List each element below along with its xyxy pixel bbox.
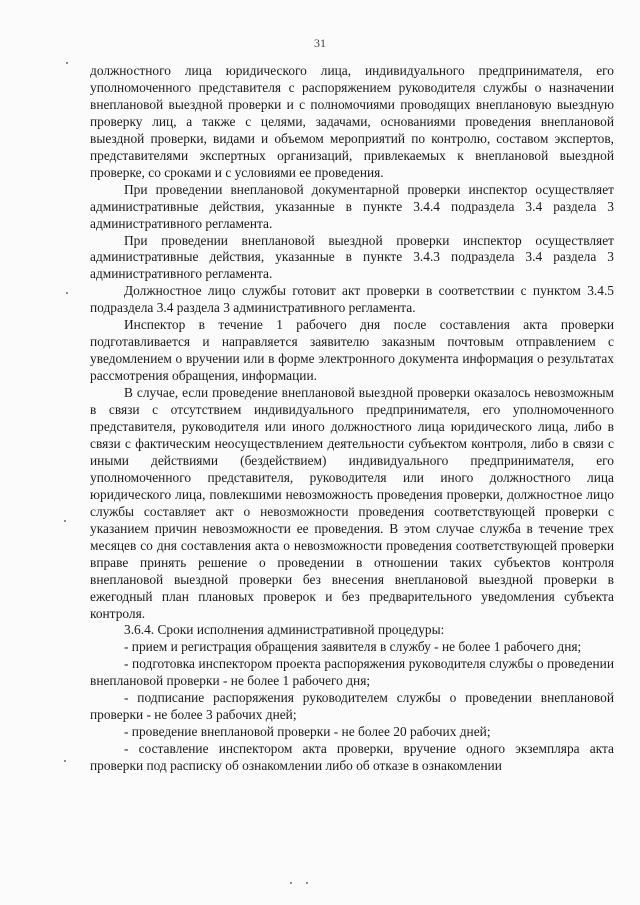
paragraph-inspection-act: Должностное лицо службы готовит акт проверки в соответствии с пунктом 3.4.5 подраздела 3.4 раздела 3 административного регламента. xyxy=(90,283,614,316)
body-text xyxy=(90,63,614,775)
scan-speck xyxy=(290,882,292,884)
list-item-registration: - прием и регистрация обращения заявителя в службу - не более 1 рабочего дня; xyxy=(124,639,582,655)
paragraph-inspector-notice: Инспектор в течение 1 рабочего дня после составления акта проверки подготавливается и направляется заявителю заказным почтовым отправлением с уведомлением о вручении или в форме электронного документа информация о результатах рассмотрения обращения, информации. xyxy=(90,317,614,384)
list-item-order-signing: - подписание распоряжения руководителем службы о проведении внеплановой проверки - не более 3 рабочих дней; xyxy=(90,690,614,723)
scan-speck xyxy=(64,760,66,762)
list-item-act-delivery: - составление инспектором акта проверки, вручение одного экземпляра акта проверки под расписку об ознакомлении либо об отказе в ознакомлении xyxy=(90,741,614,774)
scan-speck xyxy=(306,882,308,884)
list-item-inspection: - проведение внеплановой проверки - не более 20 рабочих дней; xyxy=(124,724,491,740)
page-number: 31 xyxy=(314,36,326,50)
paragraph-continuation: должностного лица юридического лица, индивидуального предпринимателя, его уполномоченного представителя с распоряжением руководителя службы о назначении внеплановой выездной проверки и с полномочиями проводящих внеплановую выездную проверку лиц, а также с целями, задачами, основаниями проведения внеплановой выездной проверки, видами и объемом мероприятий по контролю, составом экспертов, представителями экспертных организаций, привлекаемых к внеплановой выездной проверке, со сроками и с условиями ее проведения. xyxy=(90,63,614,180)
paragraph-field-inspection: При проведении внеплановой выездной проверки инспектор осуществляет административные действия, указанные в пункте 3.4.3 подраздела 3.4 раздела 3 административного регламента. xyxy=(90,232,614,282)
scan-speck xyxy=(66,62,68,64)
paragraph-documentary-inspection: При проведении внеплановой документарной проверки инспектор осуществляет административные действия, указанные в пункте 3.4.4 подраздела 3.4 раздела 3 административного регламента. xyxy=(90,181,614,231)
scan-speck xyxy=(64,520,66,522)
section-heading-deadlines: 3.6.4. Сроки исполнения административной процедуры: xyxy=(124,622,445,638)
paragraph-impossibility-case: В случае, если проведение внеплановой выездной проверки оказалось невозможным в связи с отсутствием индивидуального предпринимателя, его уполномоченного представителя, руководителя или иного должностного лица юридического лица, либо в связи с фактическим неосуществлением деятельности субъектом контроля, либо в связи с иными действиями (бездействием) индивидуального предпринимателя, его уполномоченного представителя, руководителя или иного должностного лица юридического лица, повлекшими невозможность проведения проверки, должностное лицо службы составляет акт о невозможности проведения соответствующей проверки с указанием причин невозможности ее проведения. В этом случае служба в течение трех месяцев со дня составления акта о невозможности проведения соответствующей проверки вправе принять решение о проведении в отношении таких субъектов контроля внеплановой выездной проверки без внесения внеплановой выездной проверки в ежегодный план плановых проверок и без предварительного уведомления субъекта контроля. xyxy=(90,385,614,621)
list-item-order-draft: - подготовка инспектором проекта распоряжения руководителя службы о проведении внеплановой проверки - не более 1 рабочего дня; xyxy=(90,656,614,689)
scan-speck xyxy=(66,292,68,294)
